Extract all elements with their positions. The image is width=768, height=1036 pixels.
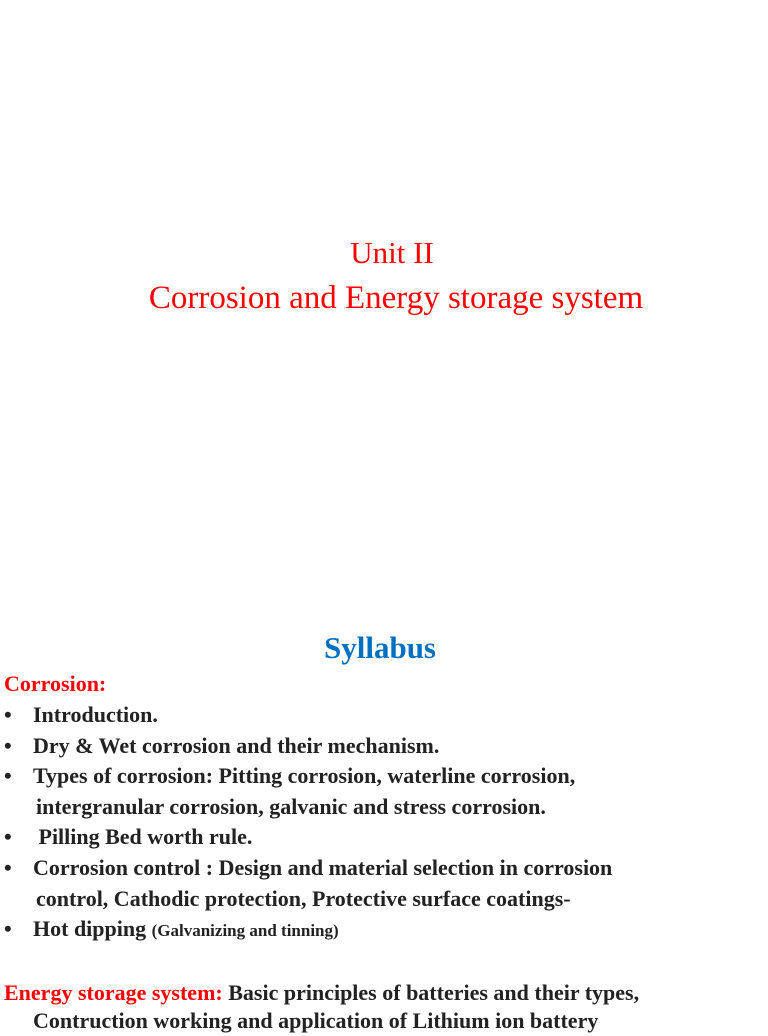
list-item xyxy=(4,731,764,762)
list-item xyxy=(4,761,764,822)
list-item-continuation: control, Cathodic protection, Protective surface coatings- xyxy=(36,885,571,911)
list-item-continuation: intergranular corrosion, galvanic and stress corrosion. xyxy=(36,793,546,819)
list-item xyxy=(4,914,764,947)
bullet-icon: • xyxy=(4,824,12,850)
energy-storage-continuation: Contruction working and application of Lithium ion battery xyxy=(33,1008,599,1033)
unit-label: Unit II xyxy=(350,235,434,270)
energy-storage-line xyxy=(4,978,768,1008)
bullet-icon: • xyxy=(4,916,12,942)
bullet-icon: • xyxy=(4,732,12,758)
list-item-text: Corrosion control : Design and material selection in corrosion xyxy=(33,854,613,880)
bullet-icon: • xyxy=(4,702,12,727)
syllabus-heading: Syllabus xyxy=(323,630,436,665)
energy-storage-heading: Energy storage system: xyxy=(4,980,223,1005)
list-item-note: (Galvanizing and tinning) xyxy=(151,921,339,941)
list-item-text: Introduction. xyxy=(33,702,158,727)
bullet-icon: • xyxy=(4,763,12,789)
energy-storage-text: Basic principles of batteries and their types, xyxy=(228,980,640,1005)
list-item xyxy=(4,853,764,914)
list-item xyxy=(4,822,764,853)
list-item-text: Hot dipping xyxy=(33,916,147,942)
syllabus-slide xyxy=(0,600,768,1033)
list-item-text: Dry & Wet corrosion and their mechanism. xyxy=(33,732,440,758)
list-item-text: Types of corrosion: Pitting corrosion, waterline corrosion, xyxy=(33,763,576,789)
list-item-text: Pilling Bed worth rule. xyxy=(33,824,253,850)
list-item xyxy=(4,700,764,731)
bullet-icon: • xyxy=(4,854,12,880)
corrosion-topic-list xyxy=(4,700,764,947)
slide-title: Corrosion and Energy storage system xyxy=(148,280,644,316)
corrosion-heading: Corrosion: xyxy=(4,671,107,696)
